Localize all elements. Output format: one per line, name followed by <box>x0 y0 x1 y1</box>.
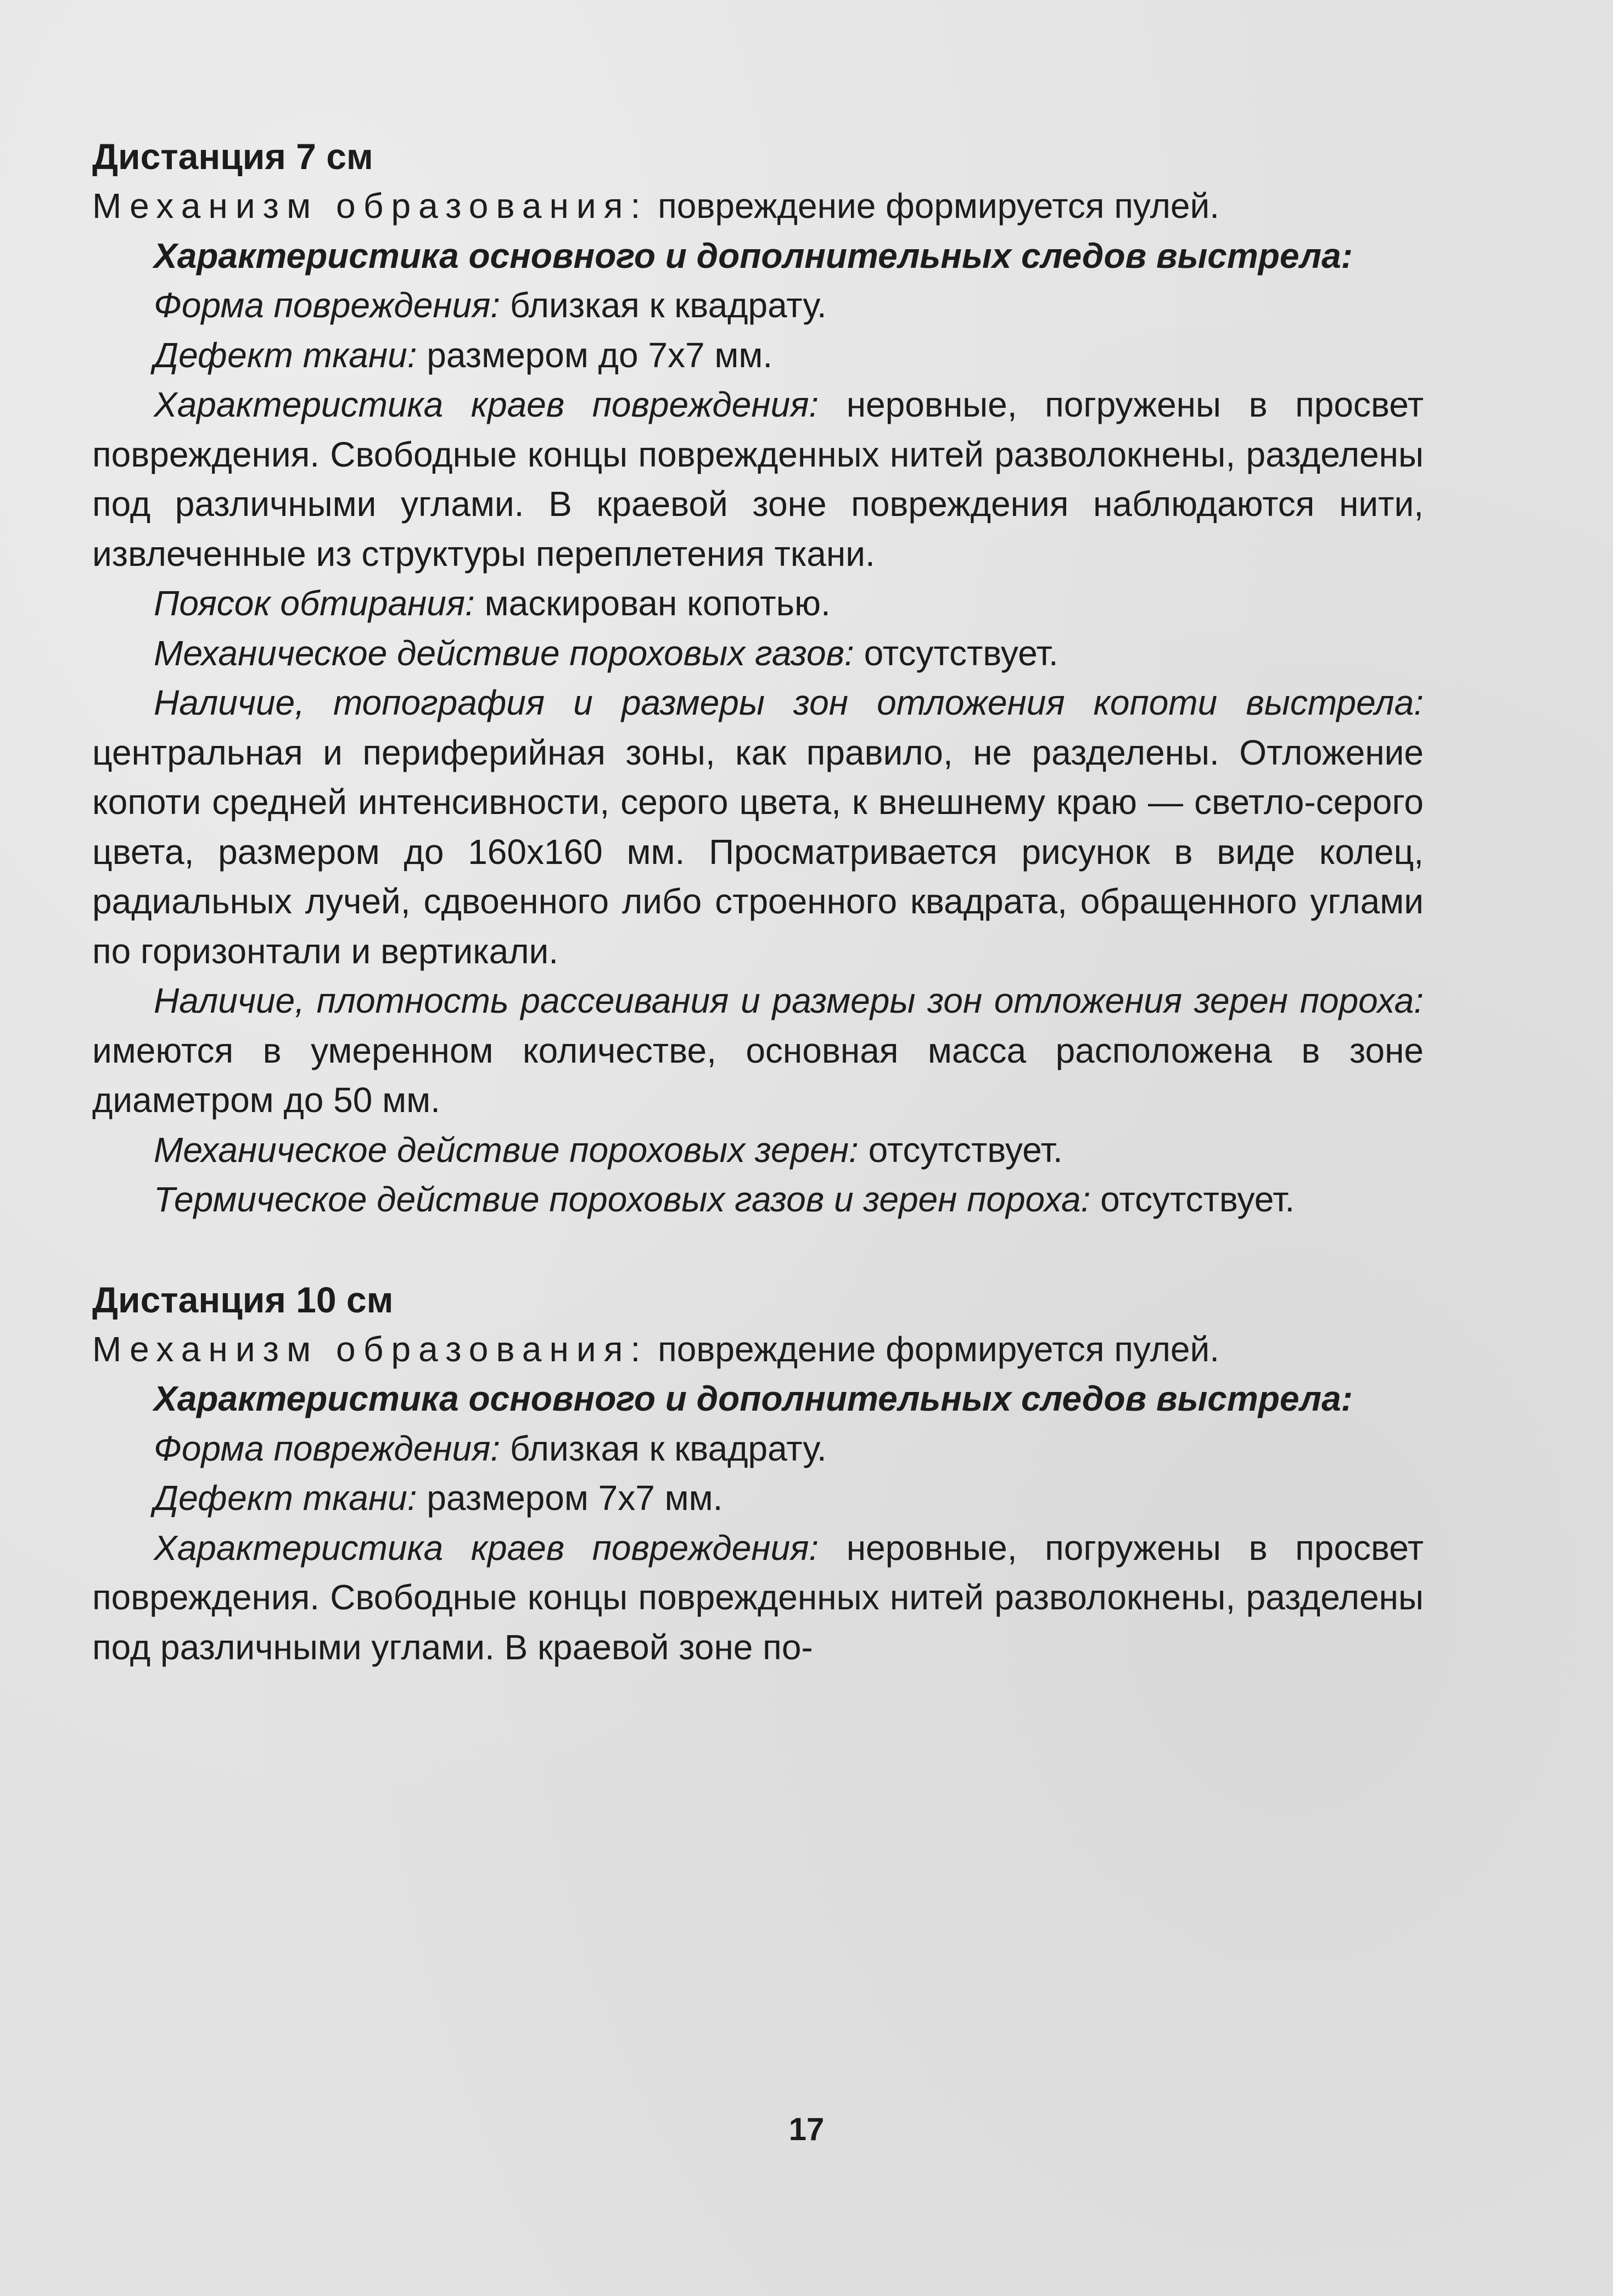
section-distance-7cm <box>92 132 1424 1225</box>
item-text: неровные, погружены в просвет повреждения. Свободные концы поврежденных нитей разволокнены, разделены под различными углами. В краевой зоне повреждения наблюдаются нити, извлеченные из структуры переплетения ткани. <box>92 385 1424 574</box>
mechanism-paragraph <box>92 1324 1424 1374</box>
item-soot-zones <box>92 678 1424 976</box>
section-distance-10cm <box>92 1275 1424 1672</box>
item-label: Дефект ткани: <box>154 1478 417 1518</box>
item-label: Механическое действие пороховых газов: <box>154 633 854 673</box>
mechanism-text: повреждение формируется пулей. <box>648 186 1220 226</box>
item-shape <box>92 280 1424 330</box>
item-label: Характеристика краев повреждения: <box>154 1528 819 1568</box>
page-number: 17 <box>788 2112 825 2147</box>
characteristics-heading: Характеристика основного и дополнительных следов выстрела: <box>154 235 1353 276</box>
section-gap <box>92 1225 1424 1275</box>
page-content <box>92 132 1424 1672</box>
mechanism-text: повреждение формируется пулей. <box>648 1329 1220 1369</box>
item-label: Термическое действие пороховых газов и зерен пороха: <box>154 1180 1091 1219</box>
item-label: Поясок обтирания: <box>154 583 475 623</box>
item-edges <box>92 380 1424 579</box>
item-label: Характеристика краев повреждения: <box>154 385 819 424</box>
item-gas-mechanical <box>92 628 1424 678</box>
item-edges <box>92 1523 1424 1672</box>
item-text: неровные, погружены в просвет повреждения. Свободные концы поврежденных нитей разволокнены, разделены под различными углами. В краевой зоне по- <box>92 1528 1424 1667</box>
item-label: Наличие, топография и размеры зон отложения копоти выстрела: <box>154 683 1424 722</box>
item-thermal <box>92 1175 1424 1225</box>
item-text: близкая к квадрату. <box>500 285 827 325</box>
item-powder-grains <box>92 976 1424 1125</box>
item-label: Наличие, плотность рассеивания и размеры зон отложения зерен пороха: <box>154 981 1424 1020</box>
item-label: Форма повреждения: <box>154 1428 501 1468</box>
section-heading: Дистанция 10 см <box>92 1279 394 1320</box>
characteristics-heading: Характеристика основного и дополнительных следов выстрела: <box>154 1379 1353 1418</box>
item-text: размером 7х7 мм. <box>417 1478 723 1518</box>
item-text: отсутствует. <box>1090 1180 1295 1219</box>
item-label: Дефект ткани: <box>154 335 417 375</box>
mechanism-label: Механизм образования: <box>92 1329 648 1369</box>
item-grains-mechanical <box>92 1125 1424 1175</box>
item-label: Механическое действие пороховых зерен: <box>154 1130 859 1170</box>
mechanism-paragraph <box>92 181 1424 231</box>
item-text: отсутствует. <box>854 633 1058 673</box>
item-defect <box>92 1473 1424 1523</box>
item-text: маскирован копотью. <box>474 583 831 623</box>
item-text: имеются в умеренном количестве, основная масса расположена в зоне диаметром до 50 мм. <box>92 1030 1424 1120</box>
section-heading: Дистанция 7 см <box>92 136 373 177</box>
item-text: центральная и периферийная зоны, как правило, не разделены. Отложение копоти средней интенсивности, серого цвета, к внешнему краю — светло-серого цвета, размером до 160х160 мм. Просматривается рисунок в виде колец, радиальных лучей, сдвоенного либо строенного квадрата, обращенного углами по горизонтали и вертикали. <box>92 732 1424 971</box>
mechanism-label: Механизм образования: <box>92 186 648 226</box>
item-label: Форма повреждения: <box>154 285 501 325</box>
item-wiping-band <box>92 579 1424 628</box>
item-text: отсутствует. <box>858 1130 1063 1170</box>
item-text: размером до 7х7 мм. <box>417 335 773 375</box>
item-text: близкая к квадрату. <box>500 1428 827 1468</box>
item-shape <box>92 1424 1424 1474</box>
item-defect <box>92 330 1424 380</box>
